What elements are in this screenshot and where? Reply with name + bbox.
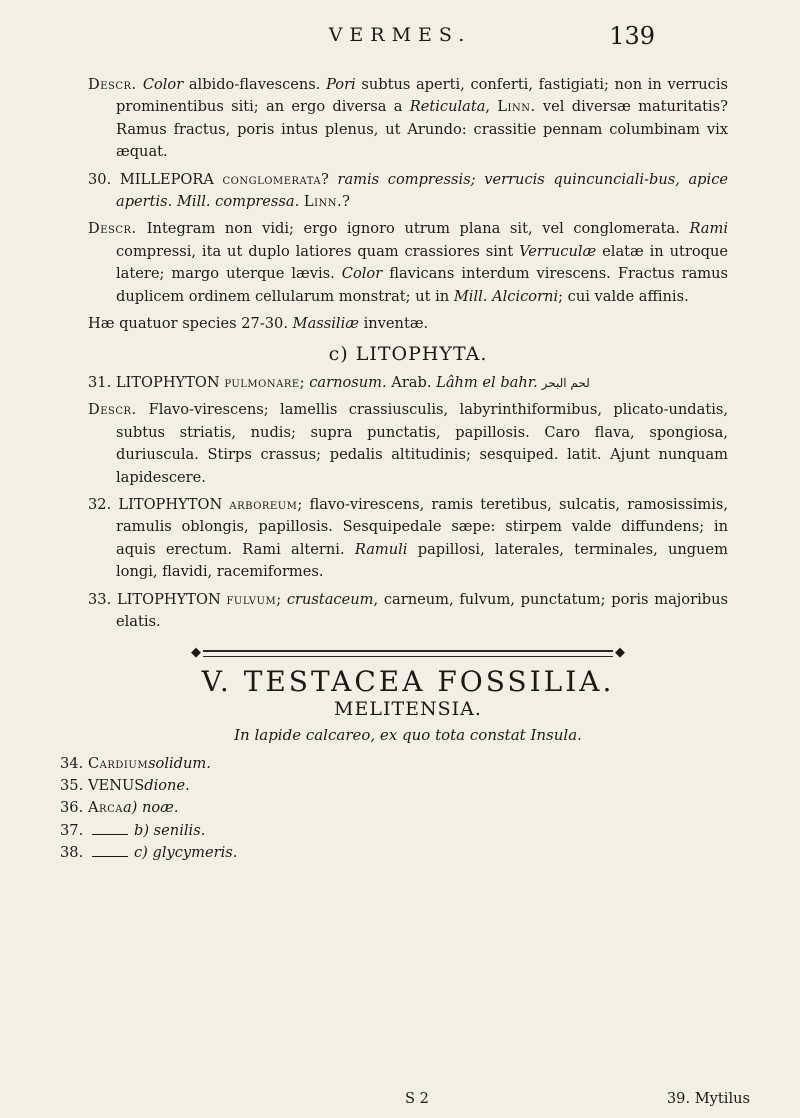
description-label: Descr. (88, 76, 143, 93)
text-run: MILLEPORA (119, 170, 223, 188)
text-run: , carneum, fulvum, punctatum; poris majoribus elatis. (116, 590, 728, 630)
species-list (60, 753, 728, 865)
section-heading-testacea: V. TESTACEA FOSSILIA. (201, 665, 615, 699)
section-note: In lapide calcareo, ex quo tota constat Insula. (234, 726, 582, 745)
text-run: ; (276, 590, 287, 608)
text-run: crustaceum (286, 590, 374, 608)
text-run: Color (341, 265, 383, 283)
text-run: Color (142, 76, 184, 93)
text-run: LITOPHYTON (115, 373, 225, 391)
species-name: c) glycymeris. (134, 844, 238, 862)
text-run: Integram non vidi; ergo ignoro utrum plana sit, vel conglomerata. (146, 220, 690, 238)
text-run: Mill. Alcicorni (453, 287, 559, 305)
text-run: Linn. (497, 98, 536, 116)
entry-number: 33. (88, 590, 117, 608)
list-number: 36. (60, 799, 84, 817)
text-run: inventæ. (358, 315, 429, 333)
species-name: a) noæ. (122, 799, 179, 817)
catchword: 39. Mytilus (666, 1090, 750, 1107)
running-title: VERMES. (328, 24, 472, 46)
list-item (60, 797, 728, 819)
text-run: papillosi, laterales, terminales, unguem longi, flavidi, racemiformes. (116, 540, 728, 581)
body-text (60, 74, 729, 865)
rule-ornament-left-icon: ◆ (191, 645, 201, 661)
species-name: dione. (144, 776, 190, 794)
rule-line (203, 650, 613, 657)
entries-block-1 (88, 74, 728, 335)
text-run: , (485, 98, 498, 116)
text-run: arboreum (229, 495, 298, 513)
entries-block-2 (88, 372, 728, 633)
ditto-dash (92, 856, 128, 857)
note-paragraph (88, 313, 728, 335)
list-number: 37. (60, 821, 84, 839)
text-run: Reticulata (409, 98, 486, 116)
text-run: carnosum. (309, 373, 387, 391)
entry-number: 30. (88, 170, 120, 188)
list-item (60, 820, 728, 842)
text-run: ? (321, 170, 338, 188)
description-label: Descr. (88, 220, 147, 238)
species-name: b) senilis. (134, 821, 206, 839)
page-number: 139 (609, 22, 655, 50)
page-footer (60, 1090, 750, 1114)
list-number: 38. (60, 844, 84, 862)
text-run: Pori (326, 76, 356, 93)
text-run: LITOPHYTON (118, 495, 230, 513)
text-run: compressi, ita ut duplo latiores quam crassiores sint (116, 242, 520, 260)
genus-name: Arca (88, 799, 123, 817)
text-run: Arab. (386, 373, 437, 391)
text-run: ; flavo-virescens, ramis teretibus, sulcatis, ramosissimis, ramulis oblongis, papillosis. Sesquipedale sæpe: stirpem valde diffundens; in aquis erectum. Rami alterni. (116, 495, 728, 558)
text-run: ? (342, 193, 350, 211)
list-number: 34. (60, 754, 84, 772)
text-run: Flavo-virescens; lamellis crassiusculis, labyrinthiformibus, plicato-undatis, subtus striatis, nudis; supra punctatis, papillosis. Caro flava, spongiosa, duriuscula. Stirps crassus; pedalis altitudinis; sesquiped. latit. Ajunt nunquam lapidescere. (116, 401, 729, 486)
text-run: Massiliæ (292, 315, 359, 333)
section-heading-litophyta: c) LITOPHYTA. (328, 343, 488, 366)
text-run: ; cui valde affinis. (558, 287, 689, 305)
text-run: لحم البحر (537, 375, 590, 390)
text-run: pulmonare (224, 373, 300, 391)
genus-name: Cardium (88, 754, 149, 772)
list-item (60, 842, 728, 864)
description-paragraph (88, 74, 728, 164)
running-header (0, 18, 800, 58)
description-paragraph (88, 399, 728, 489)
entry-33 (88, 589, 728, 634)
list-item (60, 775, 728, 797)
text-run: albido-flavescens. (183, 76, 327, 93)
entry-number: 31. (88, 373, 116, 391)
text-run: Verruculæ (519, 242, 597, 260)
text-run: Lâhm el bahr. (436, 373, 538, 391)
entry-number: 32. (88, 495, 119, 513)
entry-32 (88, 494, 728, 584)
section-subheading: MELITENSIA. (334, 697, 482, 720)
entry-31 (88, 372, 728, 394)
ornamental-rule (88, 641, 728, 665)
text-run: subtus aperti, conferti, fastigiati; non in verrucis prominentibus siti; an ergo diversa a (116, 76, 729, 116)
text-run: vel diversæ maturitatis? Ramus fractus, poris intus plenus, ut Arundo: crassitie pennam columbinam vix æquat. (116, 98, 728, 161)
text-run: Hæ quatuor species 27-30. (88, 315, 293, 333)
species-name: solidum. (148, 754, 211, 772)
entry-30 (88, 169, 728, 214)
text-run: Ramuli (354, 540, 408, 558)
text-run: elatæ in utroque latere; margo uterque lævis. (116, 242, 728, 283)
description-paragraph (88, 218, 728, 308)
text-run: flavicans interdum virescens. Fractus ramus duplicem ordinem cellularum monstrat; ut in (116, 265, 728, 305)
signature-mark: S 2 (405, 1090, 429, 1107)
list-item (60, 753, 728, 775)
text-run: fulvum (226, 590, 277, 608)
text-run: conglomerata (222, 170, 322, 188)
text-run: ramis compressis; verrucis quincunciali-bus, apice apertis. Mill. compressa. (116, 170, 728, 211)
genus-name: VENUS (88, 776, 145, 794)
text-run: LITOPHYTON (116, 590, 227, 608)
text-run: Rami (689, 220, 728, 238)
list-number: 35. (60, 776, 84, 794)
text-run: ; (299, 373, 310, 391)
description-label: Descr. (88, 401, 149, 419)
rule-ornament-right-icon: ◆ (615, 645, 625, 661)
ditto-dash (92, 834, 128, 835)
text-run: Linn. (303, 193, 343, 211)
